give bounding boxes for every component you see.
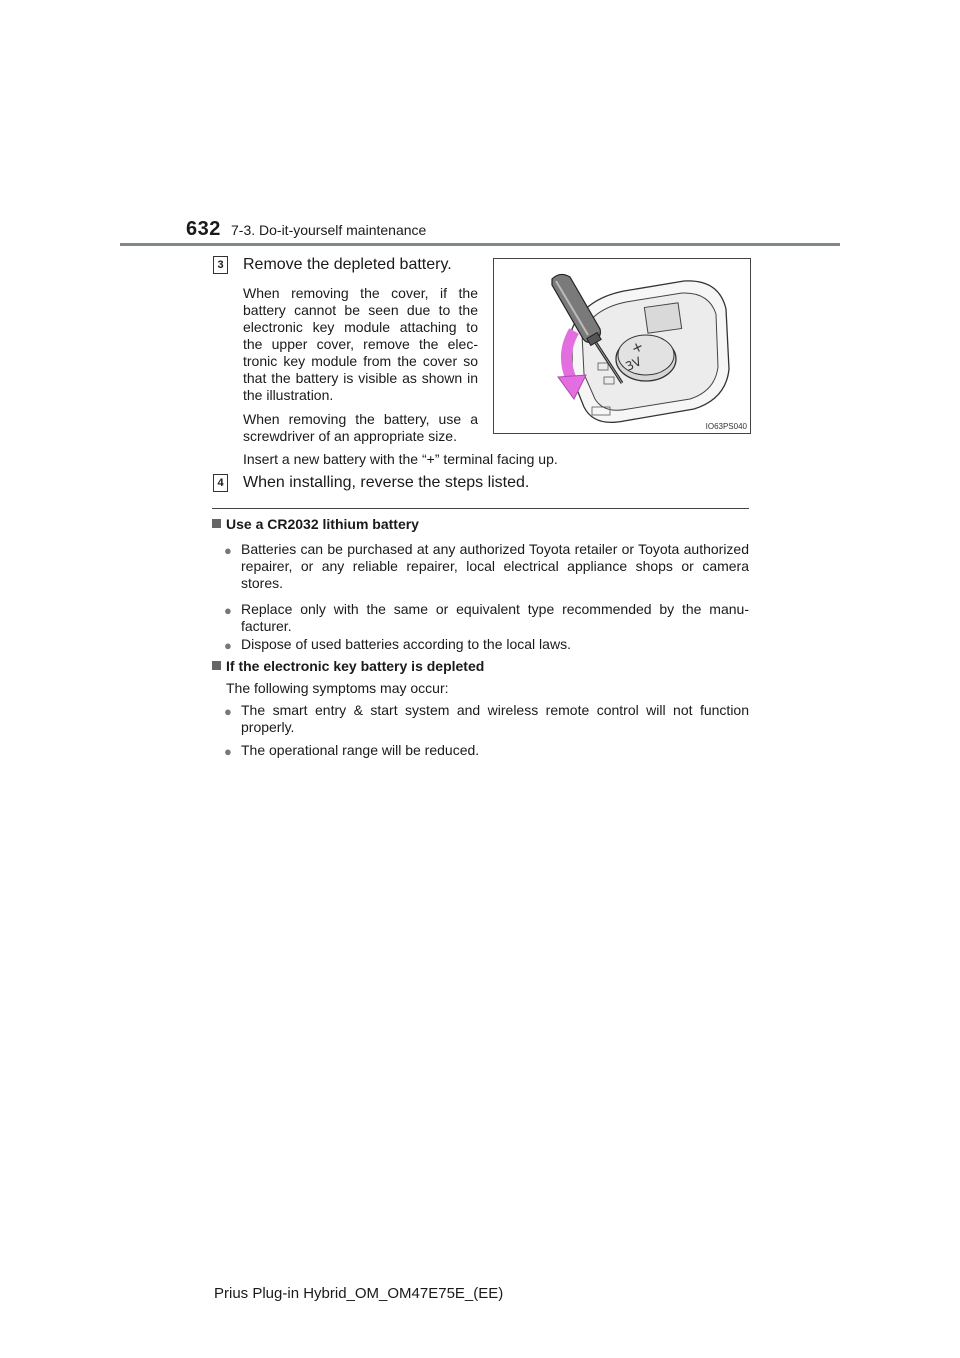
note-item: ● The smart entry & start system and wireless remote control will not function properly. — [224, 702, 749, 735]
bullet-dot-icon: ● — [224, 744, 232, 759]
bullet-dot-icon: ● — [224, 704, 232, 719]
footer-document-id: Prius Plug-in Hybrid_OM_OM47E75E_(EE) — [214, 1285, 504, 1302]
note-heading-depleted: If the electronic key battery is depleted — [212, 658, 484, 674]
step-3-badge: 3 — [213, 256, 228, 274]
page-number: 632 — [186, 218, 221, 240]
battery-plus-label: + — [628, 338, 647, 358]
step-3-paragraph-screwdriver: When removing the battery, use a screwdriver of an appropriate size. — [243, 411, 478, 444]
bullet-dot-icon: ● — [224, 603, 232, 618]
section-divider — [212, 508, 749, 509]
square-bullet-icon — [212, 661, 221, 670]
step-3-title: Remove the depleted battery. — [243, 256, 452, 273]
bullet-dot-icon: ● — [224, 543, 232, 558]
note-intro: The following symptoms may occur: — [226, 680, 449, 696]
note-item: ● Replace only with the same or equivalent type recommended by the manu- facturer. — [224, 601, 749, 634]
bullet-dot-icon: ● — [224, 638, 232, 653]
step-3-paragraph-cover: When removing the cover, if the battery cannot be seen due to the electronic key module attaching to the upper cover, remove the elec- tronic key module from the cover so that the battery is visible as shown in the illustration. — [243, 285, 478, 403]
step-3-paragraph-insert: Insert a new battery with the “+” terminal facing up. — [243, 451, 558, 467]
step-4-badge: 4 — [213, 474, 228, 492]
note-heading-battery-type: Use a CR2032 lithium battery — [212, 516, 419, 532]
figure-code: IO63PS040 — [705, 422, 747, 431]
note-item: ● The operational range will be reduced. — [224, 742, 480, 759]
battery-voltage-label: 3V — [623, 354, 644, 374]
section-title: 7-3. Do-it-yourself maintenance — [231, 222, 427, 238]
key-fob-drawing — [494, 259, 750, 433]
battery-removal-illustration — [493, 258, 751, 434]
header-rule — [120, 243, 840, 246]
note-item: ● Batteries can be purchased at any authorized Toyota retailer or Toyota authorized repairer, or any reliable repairer, local electrical appliance shops or camera stores. — [224, 541, 749, 591]
step-4-title: When installing, reverse the steps listed. — [243, 474, 530, 491]
square-bullet-icon — [212, 519, 221, 528]
note-item: ● Dispose of used batteries according to the local laws. — [224, 636, 571, 653]
